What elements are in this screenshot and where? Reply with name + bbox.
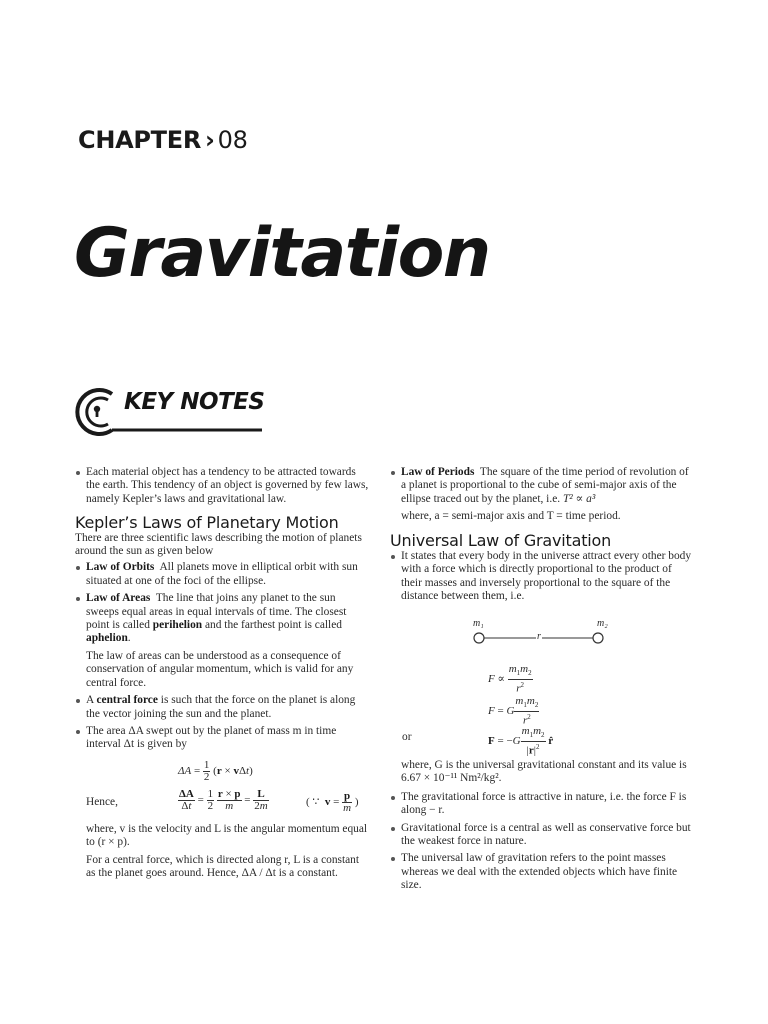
law-of-areas-text: The line that joins any planet to the sun sweeps equal areas in equal intervals of time. The closest point is called xyxy=(86,592,347,632)
right-column-bottom xyxy=(390,759,692,893)
point-masses-bullet: The universal law of gravitation refers to the point masses whereas we deal with the extended objects which have finite size. xyxy=(390,852,692,892)
where-a-text: where, a = semi-major axis and T = time period. xyxy=(401,510,621,523)
where-g-text: where, G is the universal gravitational constant and its value is 6.67 × 10⁻¹¹ Nm²/kg². xyxy=(401,759,687,785)
law-of-areas-item xyxy=(75,592,370,646)
kepler-heading: Kepler’s Laws of Planetary Motion xyxy=(75,513,339,533)
left-column xyxy=(75,466,370,752)
perihelion-term: perihelion xyxy=(152,619,203,632)
chapter-label xyxy=(78,126,248,154)
vector-gravitation-formula: F = −G $\frac{m_1m_2}{|r|^2}$ r̂ xyxy=(488,725,554,757)
areas-paragraph: The law of areas can be understood as a consequence of conservation of angular momentum, which is valid for any central force. xyxy=(86,649,354,689)
kepler-intro: There are three scientific laws describing the motion of planets around the sun as given below xyxy=(75,531,362,558)
area-rate-formula: $\frac{\Delta A}{\Delta t}$ = $\frac{1}{2}$ $\frac{r \times p}{m}$ = $\frac{L}{2m}$ xyxy=(179,788,268,812)
two-masses-diagram xyxy=(468,616,618,648)
law-of-orbits-text: All planets move in elliptical orbit with sun situated at one of the foci of the ellipse. xyxy=(86,561,358,587)
law-of-areas-label: Law of Areas xyxy=(86,592,151,605)
right-column xyxy=(390,466,692,604)
central-conservative-bullet: Gravitational force is a central as well as conservative force but the weakest force in nature. xyxy=(390,822,692,849)
central-force-text: is such that the force on the planet is along the vector joining the sun and the planet. xyxy=(86,694,356,720)
gravitation-formula: F = G $\frac{m_1m_2}{r^2}$ xyxy=(488,695,539,727)
intro-bullet: Each material object has a tendency to be attracted towards the earth. This tendency of an object is governed by few laws, namely Kepler’s laws and gravitational law. xyxy=(75,466,370,506)
mass-1-label: m₁ xyxy=(473,618,484,629)
central-force-article: A xyxy=(86,694,94,707)
attractive-bullet: The gravitational force is attractive in nature, i.e. the force F is along − r. xyxy=(390,791,692,818)
chapter-number: 08 xyxy=(217,126,248,154)
chapter-word: CHAPTER xyxy=(78,126,202,154)
aphelion-term: aphelion xyxy=(86,632,128,645)
central-force-item xyxy=(75,694,370,721)
period: . xyxy=(127,632,131,645)
hence-label: Hence, xyxy=(86,796,118,808)
periods-formula: T² ∝ a³ xyxy=(562,492,596,505)
chapter-title: Gravitation xyxy=(74,214,490,293)
or-label: or xyxy=(402,731,412,743)
central-force-constant-text: For a central force, which is directed along r, L is a constant as the planet goes around. Hence, ΔA / Δt is a constant. xyxy=(86,853,360,880)
area-swept-item: The area ΔA swept out by the planet of mass m in time interval Δt is given by xyxy=(75,725,370,752)
proportionality-formula: F ∝ $\frac{m_1m_2}{r^2}$ xyxy=(488,663,532,695)
law-of-periods-item xyxy=(390,466,692,506)
key-notes-heading: KEY NOTES xyxy=(124,389,265,415)
law-of-periods-label: Law of Periods xyxy=(401,466,475,478)
universal-law-heading: Universal Law of Gravitation xyxy=(390,530,612,550)
left-column-bottom xyxy=(75,823,370,881)
law-of-orbits-label: Law of Orbits xyxy=(86,561,155,574)
central-force-label: central force xyxy=(96,694,158,707)
universal-law-item: It states that every body in the universe attract every other body with a force which is directly proportional to the product of their masses and inversely proportional to the square of the distance between them, i.e. xyxy=(390,550,692,604)
law-of-orbits-item xyxy=(75,561,370,588)
distance-label: r xyxy=(537,631,541,642)
where-v-text: where, v is the velocity and L is the angular momentum equal to (r × p). xyxy=(86,823,368,849)
law-of-periods-text: The square of the time period of revolution of a planet is proportional to the cube of semi-major axis of the ellipse traced out by the planet, i.e. xyxy=(401,466,689,505)
area-formula: ΔA = $\frac{1}{2}$ (r × vΔt) xyxy=(178,759,253,783)
chevron-right-icon: › xyxy=(205,126,215,154)
mass-2-label: m₂ xyxy=(597,618,608,629)
momentum-note: ( ∵ v = $\frac{p}{m}$ ) xyxy=(306,790,359,814)
law-of-areas-text-2: and the farthest point is called xyxy=(205,619,342,632)
